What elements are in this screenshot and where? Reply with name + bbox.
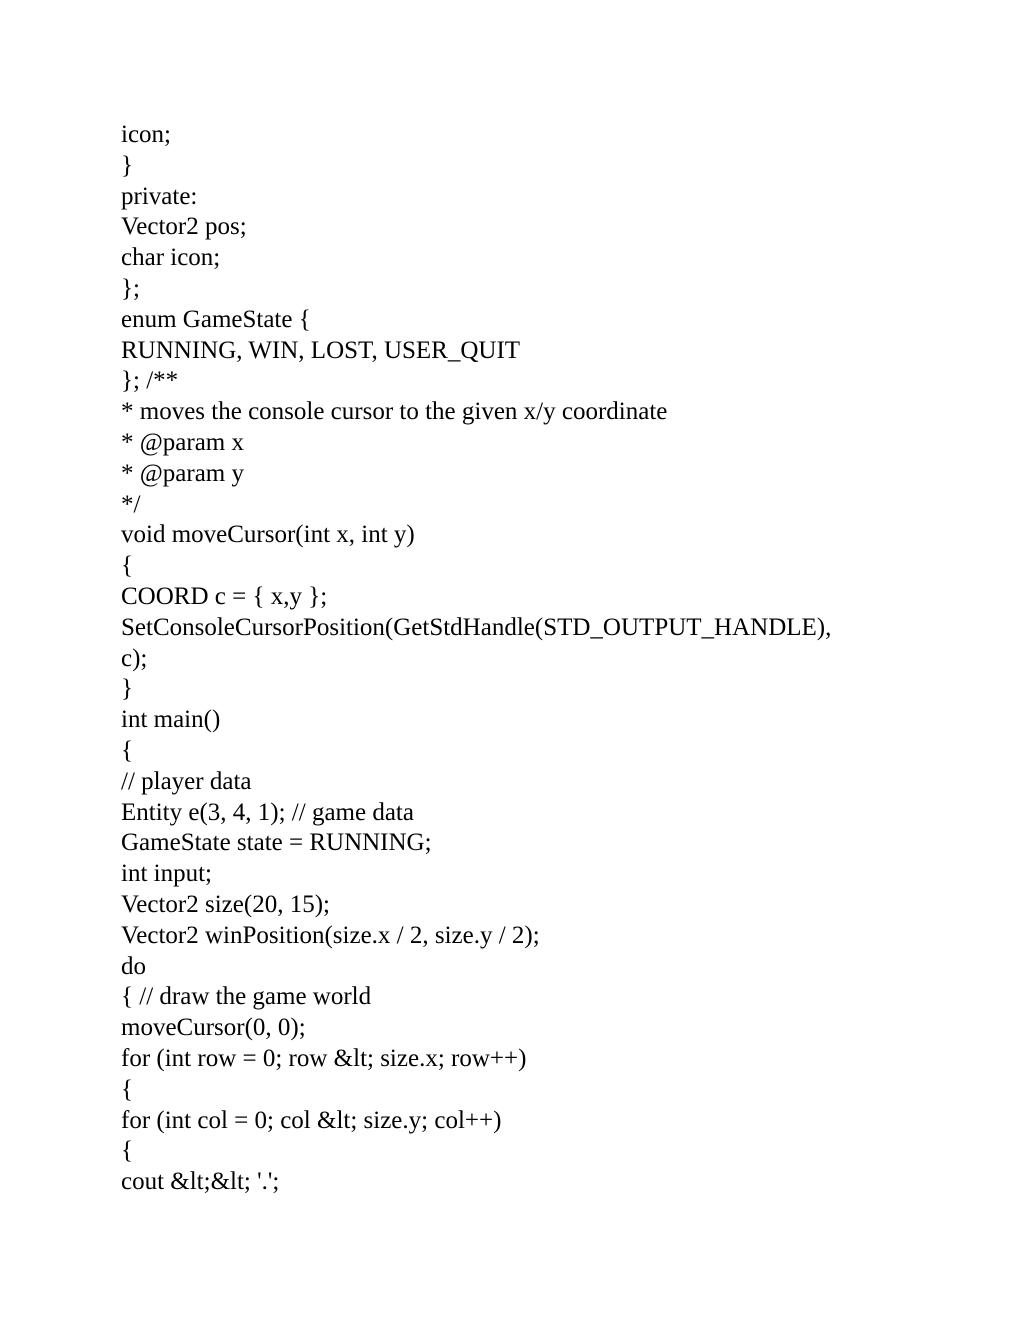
- code-line: }; /**: [121, 367, 179, 395]
- code-line: private:: [121, 182, 198, 210]
- code-line: c);: [121, 644, 148, 672]
- code-line: moveCursor(0, 0);: [121, 1014, 306, 1042]
- code-line: SetConsoleCursorPosition(GetStdHandle(STD_OUTPUT_HANDLE),: [121, 613, 832, 641]
- code-line: for (int row = 0; row &lt; size.x; row++): [121, 1044, 527, 1072]
- code-line: Vector2 pos;: [121, 213, 247, 241]
- code-listing: [121, 120, 831, 1198]
- code-line: {: [121, 736, 133, 764]
- code-line: enum GameState {: [121, 305, 311, 333]
- code-line: * @param y: [121, 459, 244, 487]
- code-line: * moves the console cursor to the given x/y coordinate: [121, 398, 668, 426]
- code-line: * @param x: [121, 428, 244, 456]
- code-line: icon;: [121, 121, 171, 148]
- code-line: GameState state = RUNNING;: [121, 829, 432, 857]
- code-line: char icon;: [121, 244, 221, 272]
- code-line: }: [121, 151, 133, 179]
- code-line: { // draw the game world: [121, 983, 372, 1011]
- code-line: };: [121, 274, 140, 302]
- code-line: cout &lt;&lt; '.';: [121, 1168, 280, 1196]
- code-line: COORD c = { x,y };: [121, 582, 328, 610]
- code-line: Vector2 winPosition(size.x / 2, size.y / 2);: [121, 921, 540, 949]
- code-line: {: [121, 1137, 133, 1165]
- code-line: {: [121, 1075, 133, 1103]
- code-line: {: [121, 552, 133, 580]
- code-line: int main(): [121, 706, 221, 734]
- code-line: Entity e(3, 4, 1); // game data: [121, 798, 414, 826]
- code-line: RUNNING, WIN, LOST, USER_QUIT: [121, 336, 521, 364]
- code-line: int input;: [121, 860, 212, 888]
- code-line: }: [121, 675, 133, 703]
- code-line: Vector2 size(20, 15);: [121, 890, 330, 918]
- code-line: for (int col = 0; col &lt; size.y; col++): [121, 1106, 502, 1134]
- code-line: do: [121, 952, 146, 980]
- code-line: void moveCursor(int x, int y): [121, 521, 415, 549]
- code-line: // player data: [121, 767, 252, 795]
- code-line: */: [121, 490, 141, 518]
